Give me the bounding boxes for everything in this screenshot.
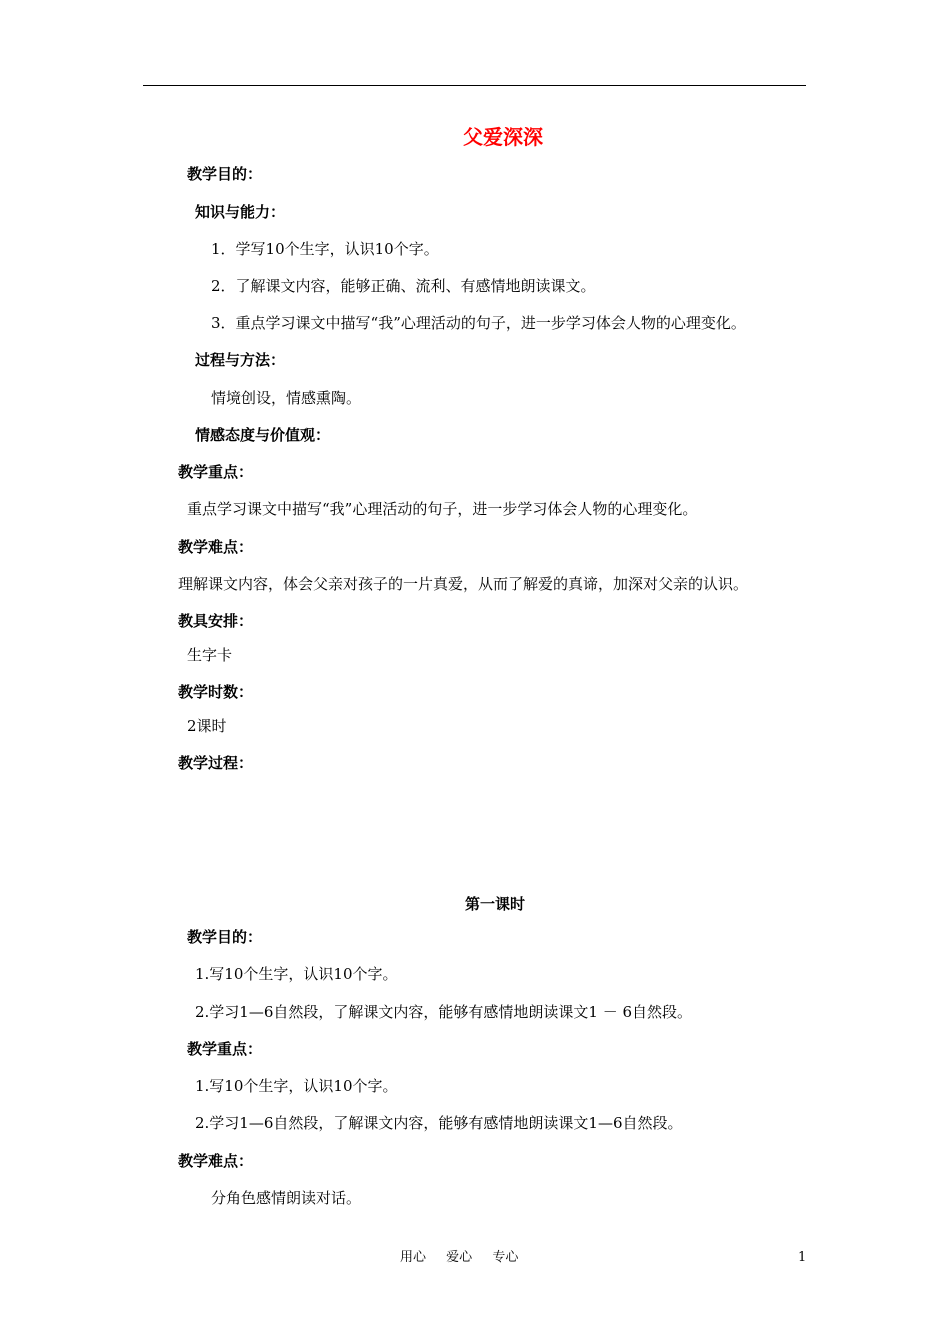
procedure-heading: 教学过程： (178, 754, 254, 772)
difficulty-text: 理解课文内容，体会父亲对孩子的一片真爱，从而了解爱的真谛，加深对父亲的认识。 (178, 575, 749, 593)
tools-text: 生字卡 (187, 646, 233, 664)
knowledge-item-1: 1．学写10个生字，认识10个字。 (211, 240, 439, 258)
tools-heading: 教具安排： (178, 612, 254, 630)
lesson-objective-1: 1.写10个生字，认识10个字。 (195, 965, 398, 983)
page-number: 1 (798, 1250, 807, 1265)
lesson-difficulty-heading: 教学难点： (178, 1152, 254, 1170)
document-title: 父爱深深 (463, 125, 543, 149)
knowledge-item-3: 3．重点学习课文中描写“我”心理活动的句子，进一步学习体会人物的心理变化。 (211, 314, 746, 332)
lesson-key-item-1: 1.写10个生字，认识10个字。 (195, 1077, 398, 1095)
process-text: 情境创设，情感熏陶。 (211, 389, 362, 407)
objectives-heading: 教学目的： (187, 165, 263, 183)
hours-heading: 教学时数： (178, 683, 254, 701)
key-text: 重点学习课文中描写“我”心理活动的句子，进一步学习体会人物的心理变化。 (187, 500, 698, 518)
knowledge-item-2: 2．了解课文内容，能够正确、流利、有感情地朗读课文。 (211, 277, 596, 295)
lesson-key-item-2: 2.学习1—6自然段，了解课文内容，能够有感情地朗读课文1—6自然段。 (195, 1114, 683, 1132)
knowledge-heading: 知识与能力： (195, 203, 286, 221)
lesson-heading: 第一课时 (464, 895, 525, 913)
footer-word-3: 专心 (492, 1250, 519, 1265)
lesson-objective-2: 2.学习1—6自然段，了解课文内容，能够有感情地朗读课文1 － 6自然段。 (195, 1003, 693, 1021)
footer-word-2: 爱心 (446, 1250, 473, 1265)
lesson-key-heading: 教学重点： (187, 1040, 263, 1058)
attitude-heading: 情感态度与价值观： (195, 426, 331, 444)
page-footer (400, 1250, 534, 1266)
hours-text: 2课时 (187, 717, 227, 735)
process-heading: 过程与方法： (195, 351, 286, 369)
footer-word-1: 用心 (400, 1250, 427, 1265)
difficulty-heading: 教学难点： (178, 538, 254, 556)
key-heading: 教学重点： (178, 463, 254, 481)
lesson-difficulty-text: 分角色感情朗读对话。 (211, 1189, 362, 1207)
lesson-objectives-heading: 教学目的： (187, 928, 263, 946)
header-rule (143, 85, 806, 86)
